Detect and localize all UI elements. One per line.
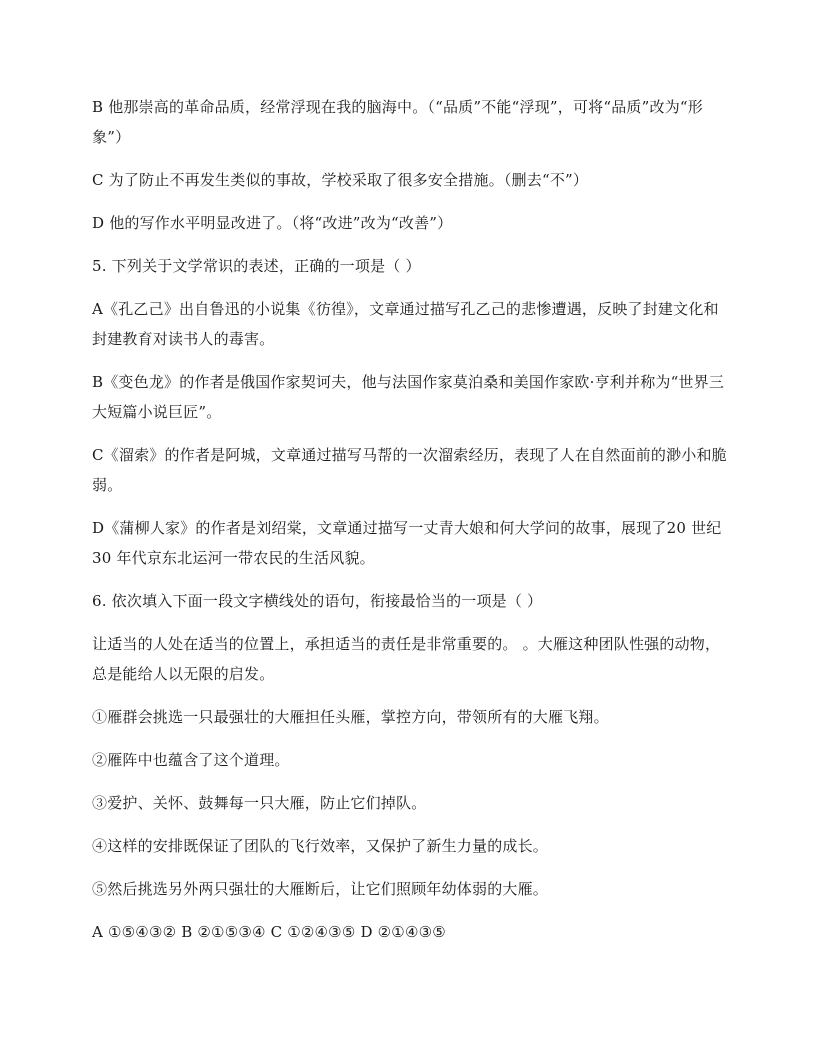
q5-option-b: B《变色龙》的作者是俄国作家契诃夫，他与法国作家莫泊桑和美国作家欧·亨利并称为“世界三大短篇小说巨匠”。 (92, 373, 725, 421)
q4-option-b: B 他那崇高的革命品质，经常浮现在我的脑海中。（“品质”不能“浮现”，可将“品质”改为“形象”） (92, 98, 703, 146)
q5-stem: 5. 下列关于文学常识的表述，正确的一项是（ ） (92, 257, 421, 275)
q5-option-c: C《溜索》的作者是阿城，文章通过描写马帮的一次溜索经历，表现了人在自然面前的渺小和脆弱。 (92, 446, 727, 494)
q5-option-d: D《蒲柳人家》的作者是刘绍棠，文章通过描写一丈青大娘和何大学问的故事，展现了20 世纪 30 年代京东北运河一带农民的生活风貌。 (92, 519, 722, 567)
q6-sentence-1: ①雁群会挑选一只最强壮的大雁担任头雁，掌控方向，带领所有的大雁飞翔。 (92, 708, 609, 726)
q6-options: A ①⑤④③② B ②①⑤③④ C ①②④③⑤ D ②①④③⑤ (92, 923, 446, 941)
q6-sentence-2: ②雁阵中也蕴含了这个道理。 (92, 751, 290, 769)
q4-option-c: C 为了防止不再发生类似的事故，学校采取了很多安全措施。（删去“不”） (92, 171, 589, 189)
q4-option-d: D 他的写作水平明显改进了。（将“改进”改为“改善”） (92, 214, 453, 232)
q6-sentence-5: ⑤然后挑选另外两只强壮的大雁断后，让它们照顾年幼体弱的大雁。 (92, 880, 549, 898)
q6-sentence-3: ③爱护、关怀、鼓舞每一只大雁，防止它们掉队。 (92, 794, 427, 812)
q6-stem: 6. 依次填入下面一段文字横线处的语句，衔接最恰当的一项是（ ） (92, 592, 543, 610)
q6-passage: 让适当的人处在适当的位置上，承担适当的责任是非常重要的。 。大雁这种团队性强的动物，总是能给人以无限的启发。 (92, 635, 721, 683)
q5-option-a: A《孔乙己》出自鲁迅的小说集《彷徨》，文章通过描写孔乙己的悲惨遭遇，反映了封建文化和封建教育对读书人的毒害。 (92, 300, 719, 348)
document-page (92, 92, 728, 960)
q6-sentence-4: ④这样的安排既保证了团队的飞行效率，又保护了新生力量的成长。 (92, 837, 549, 855)
